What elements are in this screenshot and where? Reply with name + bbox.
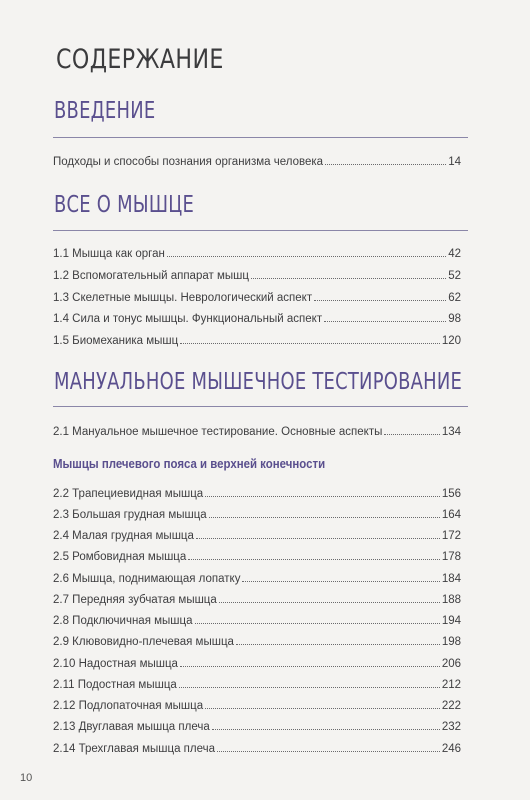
- toc-entry[interactable]: [53, 288, 461, 304]
- toc-entry-label: 2.9 Клювовидно-плечевая мышца: [53, 636, 234, 648]
- toc-entry-label: Подходы и способы познания организма человека: [53, 156, 324, 168]
- dot-leader: [236, 644, 440, 645]
- dot-leader: [167, 256, 446, 257]
- toc-entry[interactable]: [53, 590, 461, 606]
- toc-entry-page: 164: [441, 509, 461, 521]
- toc-entry-label: 2.14 Трехглавая мышца плеча: [53, 743, 216, 755]
- toc-entry[interactable]: [53, 244, 461, 260]
- dot-leader: [242, 581, 439, 582]
- toc-entry-page: 98: [448, 313, 461, 325]
- section-heading-intro: ВВЕДЕНИЕ: [54, 98, 156, 124]
- toc-entry-label: 1.4 Сила и тонус мышцы. Функциональный аспект: [53, 313, 323, 325]
- toc-entry-page: 246: [441, 743, 461, 755]
- toc-entry-page: 178: [441, 551, 461, 563]
- toc-entry-page: 194: [441, 615, 461, 627]
- toc-entry-label: 2.3 Большая грудная мышца: [53, 509, 207, 521]
- toc-entry-page: 120: [441, 335, 461, 347]
- toc-entry-page: 232: [441, 721, 461, 733]
- dot-leader: [209, 517, 440, 518]
- toc-entry-page: 52: [448, 270, 461, 282]
- toc-entry-page: 62: [448, 292, 461, 304]
- toc-entry-label: 1.2 Вспомогательный аппарат мышц: [53, 270, 249, 282]
- dot-leader: [314, 300, 446, 301]
- toc-entry-page: 206: [441, 658, 461, 670]
- subsection-heading: Мышцы плечевого пояса и верхней конечности: [53, 456, 326, 471]
- toc-entry[interactable]: [53, 739, 461, 755]
- toc-entry-page: 198: [441, 636, 461, 648]
- toc-entry[interactable]: [53, 331, 461, 347]
- toc-entry-label: 1.5 Биомеханика мышц: [53, 335, 179, 347]
- toc-entry-label: 2.1 Мануальное мышечное тестирование. Основные аспекты: [53, 426, 383, 438]
- toc-entry-label: 2.4 Малая грудная мышца: [53, 530, 194, 542]
- toc-entry-page: 172: [441, 530, 461, 542]
- toc-entry-page: 134: [441, 426, 461, 438]
- toc-entry[interactable]: [53, 526, 461, 542]
- toc-entry[interactable]: [53, 547, 461, 563]
- section-heading-testing: МАНУАЛЬНОЕ МЫШЕЧНОЕ ТЕСТИРОВАНИЕ: [54, 369, 463, 395]
- dot-leader: [195, 623, 440, 624]
- page-number: 10: [20, 772, 33, 784]
- toc-entry-label: 1.1 Мышца как орган: [53, 248, 165, 260]
- dot-leader: [205, 496, 440, 497]
- toc-entry[interactable]: [53, 675, 461, 691]
- toc-entry-label: 2.7 Передняя зубчатая мышца: [53, 594, 217, 606]
- section-heading-muscle: ВСЕ О МЫШЦЕ: [54, 192, 195, 218]
- dot-leader: [196, 538, 440, 539]
- toc-entry[interactable]: [53, 266, 461, 282]
- dot-leader: [180, 343, 440, 344]
- dot-leader: [219, 602, 440, 603]
- toc-entry-label: 2.13 Двуглавая мышца плеча: [53, 721, 210, 733]
- toc-entry[interactable]: [53, 696, 461, 712]
- toc-entry-page: 156: [441, 488, 461, 500]
- toc-entry-label: 2.11 Подостная мышца: [53, 679, 177, 691]
- toc-entry-label: 2.8 Подключичная мышца: [53, 615, 193, 627]
- toc-entry-page: 188: [441, 594, 461, 606]
- dot-leader: [324, 321, 446, 322]
- toc-entry-label: 2.5 Ромбовидная мышца: [53, 551, 187, 563]
- toc-entry-page: 184: [441, 573, 461, 585]
- toc-entry[interactable]: [53, 569, 461, 585]
- toc-entry[interactable]: [53, 309, 461, 325]
- toc-entry-label: 2.2 Трапециевидная мышца: [53, 488, 204, 500]
- toc-entry-page: 222: [441, 700, 461, 712]
- dot-leader: [179, 687, 440, 688]
- toc-entry[interactable]: [53, 611, 461, 627]
- toc-entry[interactable]: [53, 632, 461, 648]
- toc-entry[interactable]: [53, 505, 461, 521]
- section-rule: [53, 137, 468, 138]
- dot-leader: [251, 278, 446, 279]
- toc-entry[interactable]: [53, 484, 461, 500]
- dot-leader: [217, 751, 440, 752]
- toc-entry-page: 212: [441, 679, 461, 691]
- dot-leader: [325, 164, 446, 165]
- dot-leader: [212, 729, 440, 730]
- dot-leader: [188, 559, 440, 560]
- dot-leader: [384, 434, 439, 435]
- toc-entry-label: 2.12 Подлопаточная мышца: [53, 700, 204, 712]
- toc-entry-page: 42: [448, 248, 461, 260]
- section-rule: [53, 406, 468, 407]
- toc-entry-label: 1.3 Скелетные мышцы. Неврологический аспект: [53, 292, 313, 304]
- toc-entry[interactable]: [53, 654, 461, 670]
- dot-leader: [205, 708, 440, 709]
- toc-entry[interactable]: [53, 152, 461, 168]
- page-title: СОДЕРЖАНИЕ: [56, 44, 224, 75]
- dot-leader: [180, 666, 440, 667]
- section-rule: [53, 230, 468, 231]
- toc-entry-page: 14: [448, 156, 461, 168]
- toc-entry[interactable]: [53, 422, 461, 438]
- toc-entry-label: 2.10 Надостная мышца: [53, 658, 178, 670]
- toc-entry-label: 2.6 Мышца, поднимающая лопатку: [53, 573, 241, 585]
- toc-entry[interactable]: [53, 717, 461, 733]
